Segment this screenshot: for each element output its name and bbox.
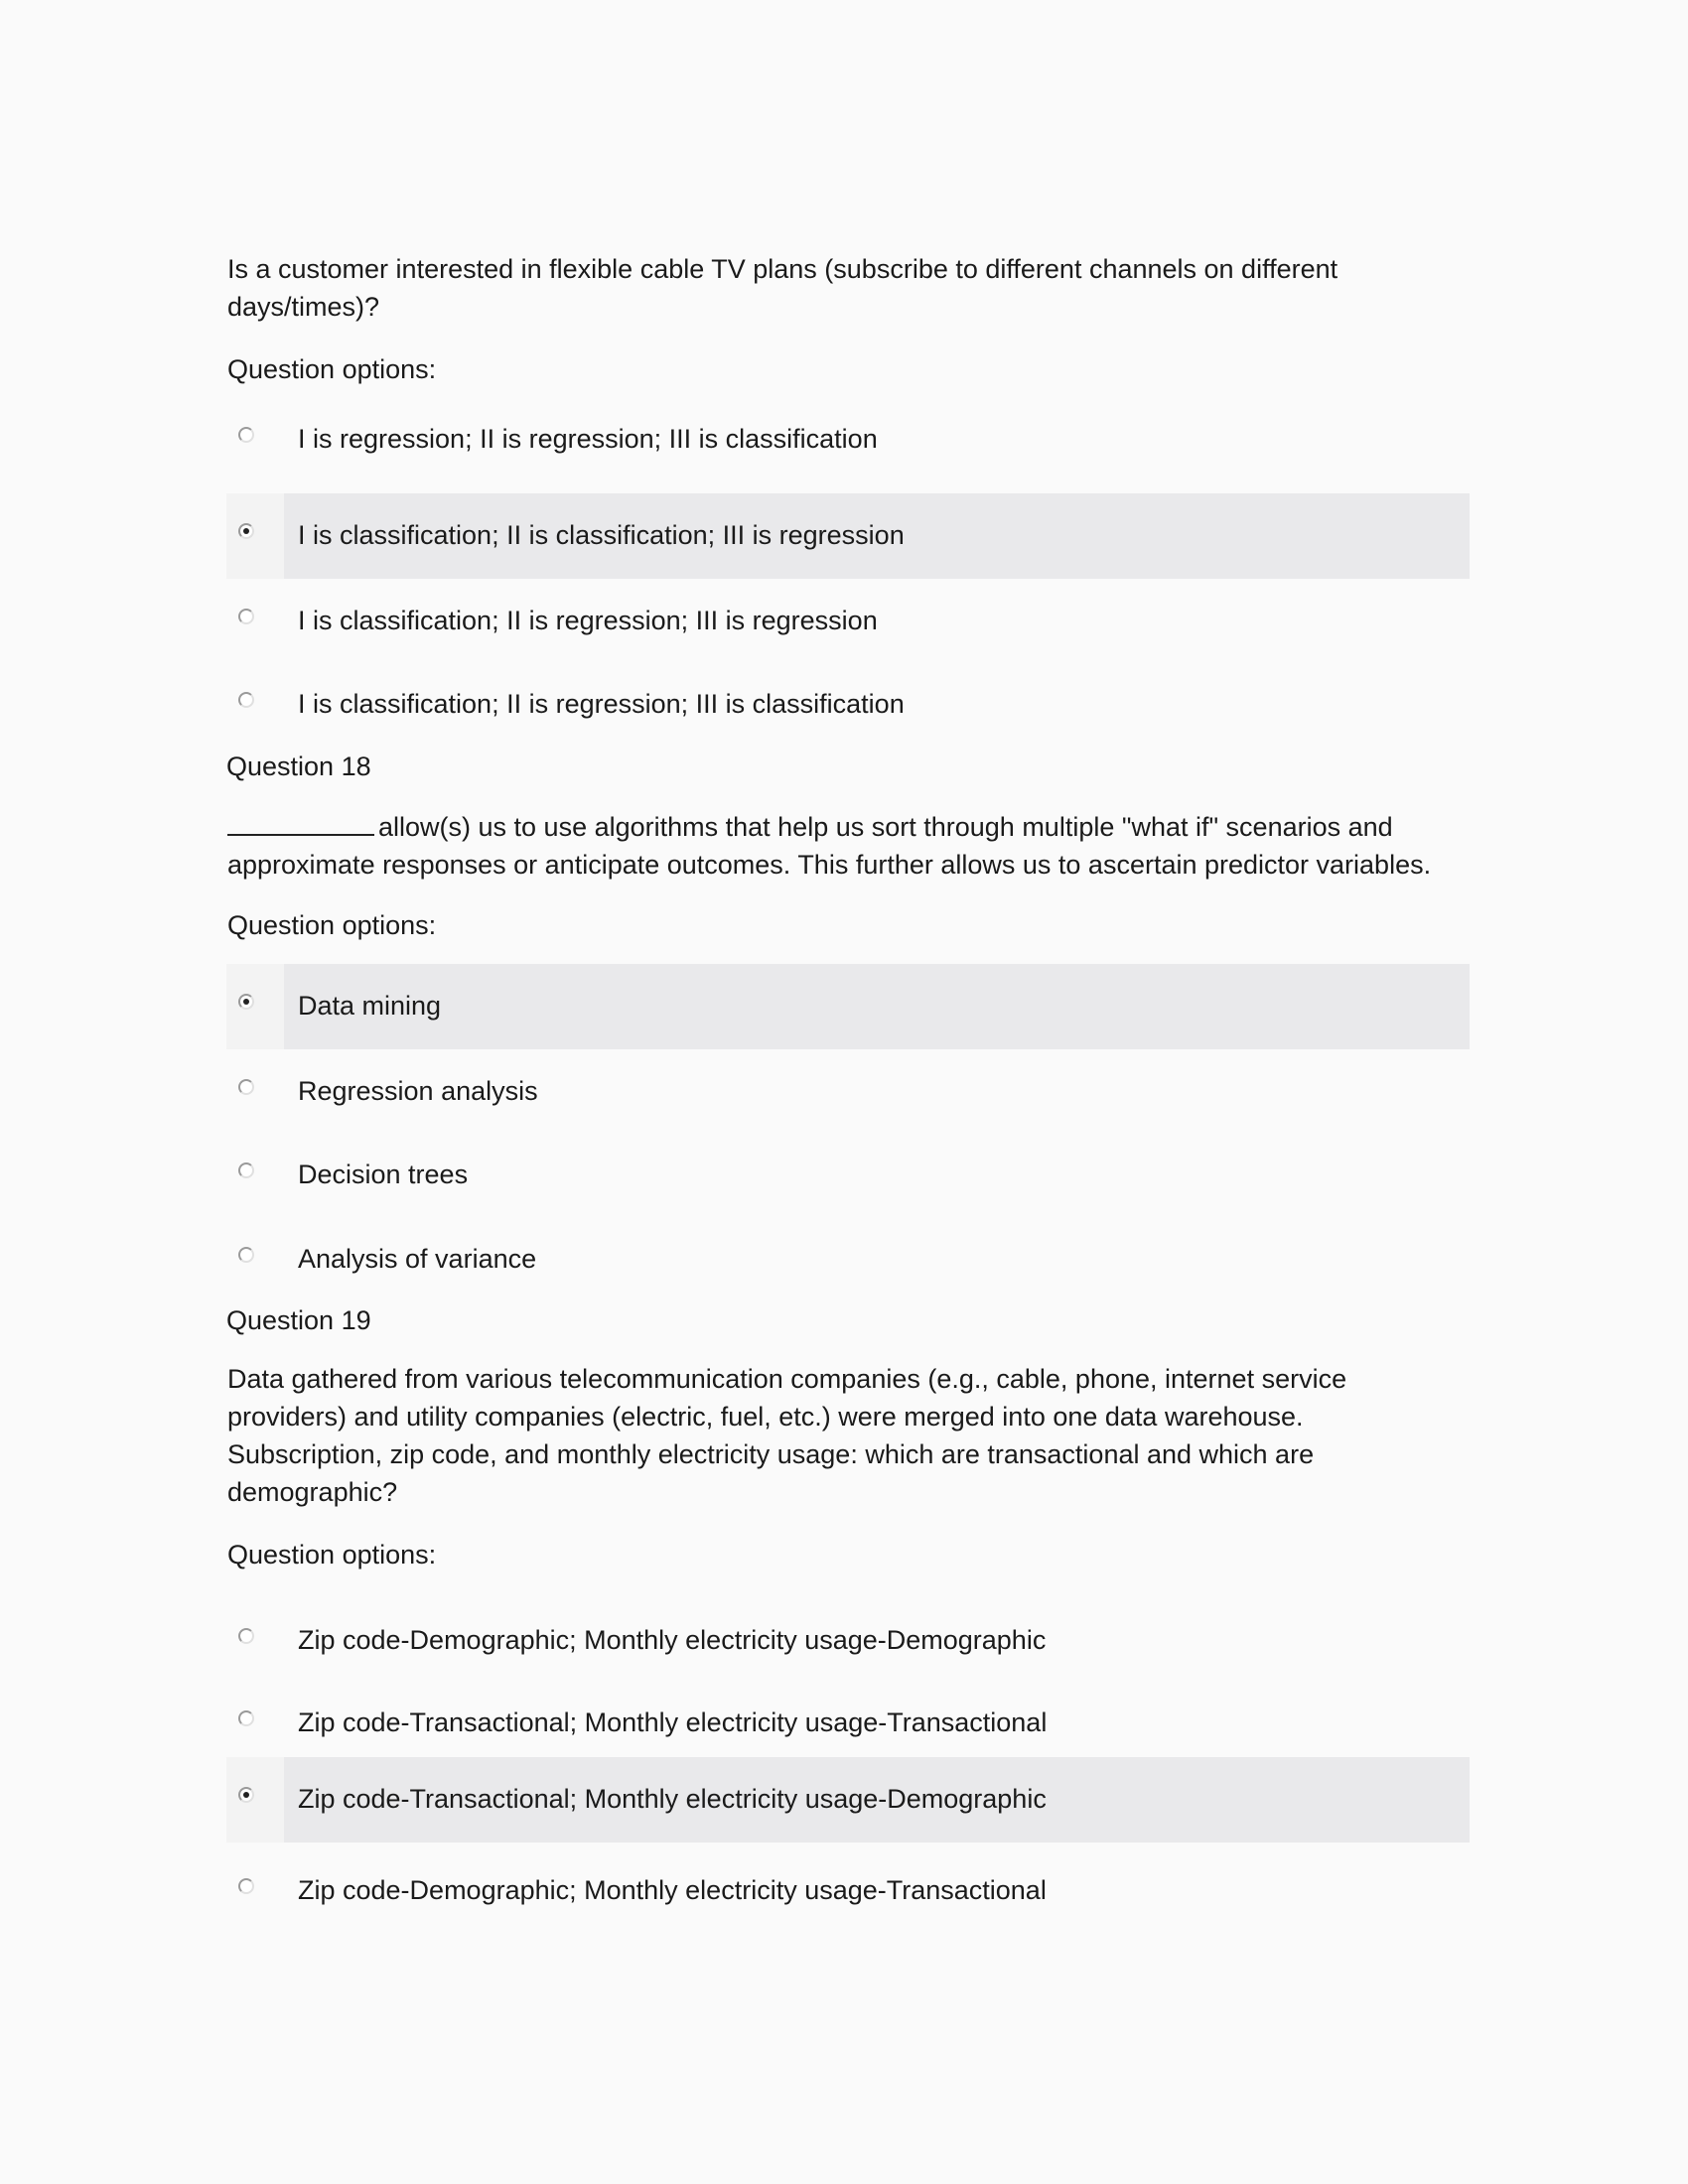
fill-in-blank (227, 806, 374, 836)
question-17-text: Is a customer interested in flexible cable TV plans (subscribe to different channels on different days/times)? (227, 254, 1338, 322)
radio-button[interactable] (238, 1878, 254, 1894)
option-label: Zip code-Transactional; Monthly electricity usage-Demographic (298, 1784, 1047, 1814)
question-17-option-1[interactable] (226, 397, 1470, 482)
radio-button[interactable] (238, 427, 254, 443)
radio-button[interactable] (238, 692, 254, 708)
question-18-option-2[interactable] (226, 1049, 1470, 1135)
question-18-option-3[interactable] (226, 1133, 1470, 1218)
option-label: Zip code-Demographic; Monthly electricity usage-Demographic (298, 1625, 1047, 1655)
radio-button-selected[interactable] (238, 1787, 254, 1803)
option-label: I is classification; II is regression; III is regression (298, 606, 878, 635)
question-19-option-2[interactable] (226, 1681, 1470, 1766)
radio-button[interactable] (238, 1710, 254, 1726)
question-18-option-1[interactable] (226, 964, 1470, 1049)
option-label: Data mining (298, 991, 442, 1021)
question-17-option-2[interactable] (226, 493, 1470, 579)
radio-button[interactable] (238, 609, 254, 624)
question-18-text (227, 806, 1459, 884)
question-19-option-4[interactable] (226, 1848, 1470, 1934)
question-19-options-label: Question options: (227, 1540, 437, 1570)
option-label: I is classification; II is classification; III is regression (298, 520, 905, 550)
question-17-options-label: Question options: (227, 354, 437, 384)
radio-button[interactable] (238, 1162, 254, 1178)
option-label: I is regression; II is regression; III is classification (298, 424, 878, 454)
question-17-option-4[interactable] (226, 662, 1470, 748)
question-19-option-1[interactable] (226, 1598, 1470, 1684)
option-label: I is classification; II is regression; III is classification (298, 689, 905, 719)
option-label: Analysis of variance (298, 1244, 537, 1274)
question-18-number: Question 18 (226, 751, 371, 781)
option-label: Zip code-Transactional; Monthly electricity usage-Transactional (298, 1707, 1048, 1737)
radio-button-selected[interactable] (238, 994, 254, 1010)
radio-button[interactable] (238, 1247, 254, 1263)
radio-button[interactable] (238, 1628, 254, 1644)
radio-dot-icon (243, 1792, 249, 1798)
option-label: Decision trees (298, 1160, 469, 1189)
radio-dot-icon (243, 999, 249, 1005)
radio-button[interactable] (238, 1079, 254, 1095)
radio-button-selected[interactable] (238, 523, 254, 539)
question-18-options-label: Question options: (227, 910, 437, 940)
question-17-option-3[interactable] (226, 579, 1470, 664)
question-19-number: Question 19 (226, 1305, 371, 1335)
question-18-body: allow(s) us to use algorithms that help us sort through multiple "what if" scenarios and approximate responses or anticipate outcomes. This further allows us to ascertain predictor variables. (227, 812, 1432, 880)
question-19-option-3[interactable] (226, 1757, 1470, 1843)
radio-dot-icon (243, 528, 249, 534)
option-label: Zip code-Demographic; Monthly electricity usage-Transactional (298, 1875, 1047, 1905)
question-18-option-4[interactable] (226, 1217, 1470, 1302)
option-label: Regression analysis (298, 1076, 538, 1106)
question-19-text: Data gathered from various telecommunication companies (e.g., cable, phone, internet service providers) and utility companies (electric, fuel, etc.) were merged into one data warehouse. Subscription, zip code, and monthly electricity usage: which are transactional and which are demographic? (227, 1364, 1347, 1507)
